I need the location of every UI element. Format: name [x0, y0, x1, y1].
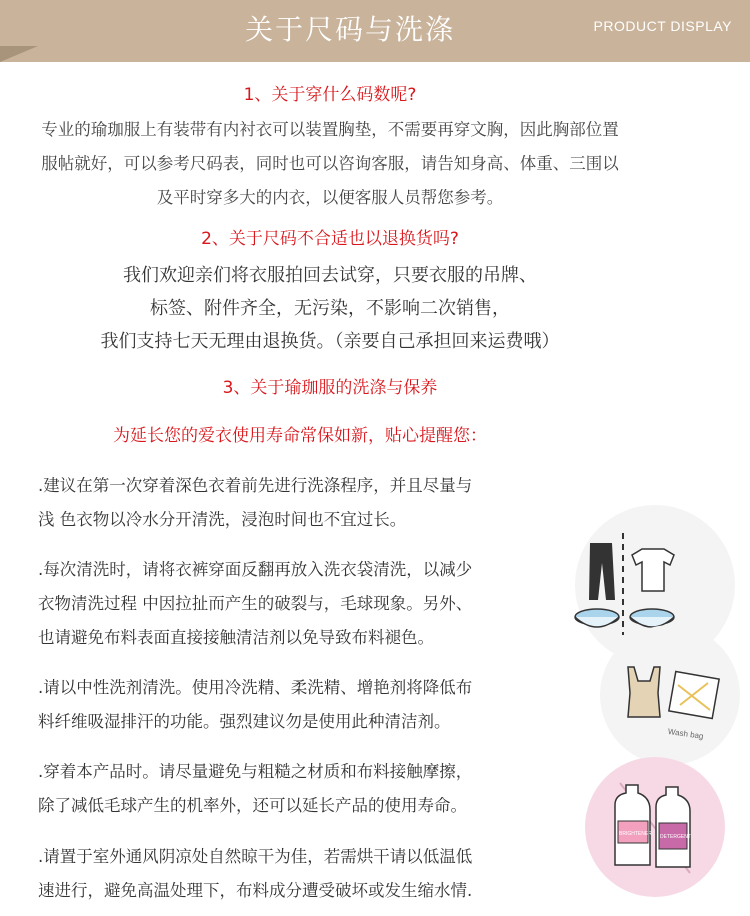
section-2-text	[0, 259, 660, 358]
laundry-illustration	[560, 505, 750, 905]
care-tip	[38, 840, 558, 908]
text-line: 我们支持七天无理由退换货。（亲要自己承担回来运费哦）	[100, 331, 560, 352]
page-title: 关于尺码与洗涤	[244, 13, 455, 46]
tip-line: .请置于室外通风阴凉处自然晾干为佳，若需烘干请以低温低	[38, 847, 473, 866]
text-line: 服帖就好，可以参考尺码表，同时也可以咨询客服，请告知身高、体重、三围以	[41, 154, 619, 173]
washbag-label: Wash bag	[667, 726, 705, 741]
care-tip	[38, 671, 558, 739]
text-line: 专业的瑜珈服上有装带有内衬衣可以装置胸垫，不需要再穿文胸，因此胸部位置	[41, 120, 619, 139]
tip-line: 也请避免布料表面直接接触清洁剂以免导致布料褪色。	[38, 628, 434, 647]
header-banner	[0, 0, 750, 62]
text-line: 标签、附件齐全，无污染，不影响二次销售，	[150, 298, 510, 319]
bottle-label: BRIGHTENER	[619, 831, 652, 837]
tip-line: 速进行，避免高温处理下，布料成分遭受破坏或发生缩水情.	[38, 881, 473, 900]
tip-line: 衣物清洗过程 中因拉扯而产生的破裂与，毛球现象。另外、	[38, 594, 473, 613]
tip-line: .每次清洗时，请将衣裤穿面反翻再放入洗衣袋清洗，以减少	[38, 560, 473, 579]
header-tag: PRODUCT DISPLAY	[593, 18, 732, 34]
care-tip	[38, 755, 558, 823]
section-1-question: 1、关于穿什么码数呢?	[243, 85, 417, 105]
section-1-text	[0, 113, 660, 215]
tip-line: 浅 色衣物以冷水分开清洗，浸泡时间也不宜过长。	[38, 510, 407, 529]
care-tip	[38, 469, 558, 537]
tip-line: .建议在第一次穿着深色衣着前先进行洗涤程序，并且尽量与	[38, 476, 473, 495]
tip-line: 料纤维吸湿排汗的功能。强烈建议勿是使用此种清洁剂。	[38, 712, 451, 731]
section-2-question: 2、关于尺码不合适也以退换货吗?	[201, 229, 459, 249]
tip-line: .穿着本产品时。请尽量避免与粗糙之材质和布料接触摩擦，	[38, 762, 473, 781]
care-tip	[38, 553, 558, 655]
bottle-label: DETERGENT	[660, 834, 691, 840]
tip-line: 除了减低毛球产生的机率外，还可以延长产品的使用寿命。	[38, 796, 467, 815]
text-line: 我们欢迎亲们将衣服拍回去试穿，只要衣服的吊牌、	[123, 265, 537, 286]
text-line: 及平时穿多大的内衣，以便客服人员帮您参考。	[156, 188, 504, 207]
care-reminder: 为延长您的爱衣使用寿命常保如新，贴心提醒您：	[113, 426, 487, 446]
section-3-question: 3、关于瑜珈服的洗涤与保养	[222, 378, 438, 398]
circle-bg	[600, 625, 740, 765]
header-fold	[0, 46, 38, 62]
tip-line: .请以中性洗剂清洗。使用冷洗精、柔洗精、增艳剂将降低布	[38, 678, 473, 697]
